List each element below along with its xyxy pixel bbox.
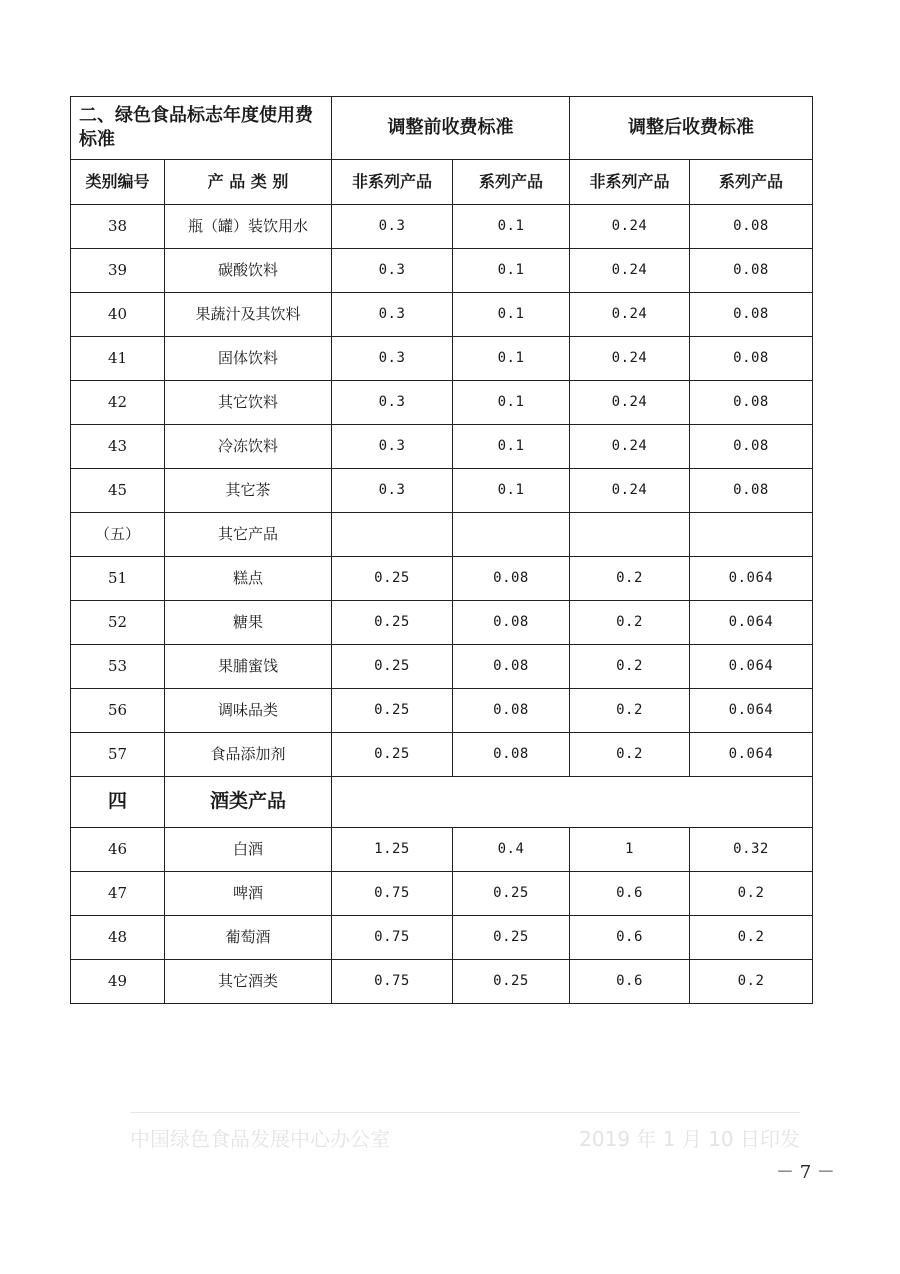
row-before-non-series: 0.3 bbox=[332, 425, 453, 469]
row-category: 其它茶 bbox=[165, 469, 332, 513]
row-after-non-series: 0.24 bbox=[570, 249, 690, 293]
row-after-series: 0.08 bbox=[690, 205, 813, 249]
section-four-row bbox=[71, 777, 813, 828]
row-code: 49 bbox=[71, 960, 165, 1004]
row-category: 其它产品 bbox=[165, 513, 332, 557]
row-before-non-series: 0.25 bbox=[332, 557, 453, 601]
row-code: 57 bbox=[71, 733, 165, 777]
row-before-series: 0.1 bbox=[453, 469, 570, 513]
row-before-series: 0.25 bbox=[453, 872, 570, 916]
table-row bbox=[71, 828, 813, 872]
row-before-non-series: 0.75 bbox=[332, 960, 453, 1004]
row-before-non-series bbox=[332, 513, 453, 557]
row-code: 40 bbox=[71, 293, 165, 337]
row-category: 糖果 bbox=[165, 601, 332, 645]
table-row bbox=[71, 205, 813, 249]
row-before-series: 0.08 bbox=[453, 733, 570, 777]
section-four-name: 酒类产品 bbox=[165, 777, 332, 828]
table-row bbox=[71, 557, 813, 601]
row-after-series bbox=[690, 513, 813, 557]
table-row bbox=[71, 689, 813, 733]
row-before-series: 0.08 bbox=[453, 601, 570, 645]
row-category: 固体饮料 bbox=[165, 337, 332, 381]
row-before-series: 0.1 bbox=[453, 425, 570, 469]
table-row bbox=[71, 960, 813, 1004]
code-column-header: 类别编号 bbox=[71, 160, 165, 205]
row-before-non-series: 0.25 bbox=[332, 689, 453, 733]
row-code: 56 bbox=[71, 689, 165, 733]
row-before-non-series: 0.75 bbox=[332, 916, 453, 960]
row-before-non-series: 0.3 bbox=[332, 381, 453, 425]
row-after-series: 0.064 bbox=[690, 733, 813, 777]
row-before-series bbox=[453, 513, 570, 557]
row-category: 食品添加剂 bbox=[165, 733, 332, 777]
category-column-header: 产 品 类 别 bbox=[165, 160, 332, 205]
row-after-series: 0.064 bbox=[690, 689, 813, 733]
table-row bbox=[71, 425, 813, 469]
row-before-non-series: 0.25 bbox=[332, 645, 453, 689]
before-adjustment-header: 调整前收费标准 bbox=[332, 97, 570, 160]
fee-standard-table bbox=[70, 96, 813, 1004]
row-before-non-series: 0.3 bbox=[332, 469, 453, 513]
table-row bbox=[71, 381, 813, 425]
row-category: 其它饮料 bbox=[165, 381, 332, 425]
row-after-non-series: 0.2 bbox=[570, 557, 690, 601]
row-after-non-series: 0.2 bbox=[570, 733, 690, 777]
row-category: 啤酒 bbox=[165, 872, 332, 916]
section-four-code: 四 bbox=[71, 777, 165, 828]
row-after-series: 0.32 bbox=[690, 828, 813, 872]
row-before-non-series: 0.25 bbox=[332, 601, 453, 645]
row-code: （五） bbox=[71, 513, 165, 557]
row-after-series: 0.2 bbox=[690, 916, 813, 960]
table-row bbox=[71, 293, 813, 337]
row-category: 果蔬汁及其饮料 bbox=[165, 293, 332, 337]
footer-issuer: 中国绿色食品发展中心办公室 bbox=[130, 1127, 390, 1151]
row-before-series: 0.1 bbox=[453, 293, 570, 337]
row-after-series: 0.064 bbox=[690, 601, 813, 645]
after-adjustment-header: 调整后收费标准 bbox=[570, 97, 813, 160]
row-after-series: 0.2 bbox=[690, 872, 813, 916]
row-before-series: 0.08 bbox=[453, 689, 570, 733]
table-row bbox=[71, 601, 813, 645]
table-row bbox=[71, 337, 813, 381]
table-row bbox=[71, 249, 813, 293]
row-after-series: 0.08 bbox=[690, 469, 813, 513]
row-before-series: 0.1 bbox=[453, 249, 570, 293]
table-title: 二、绿色食品标志年度使用费标准 bbox=[71, 97, 332, 160]
row-before-series: 0.4 bbox=[453, 828, 570, 872]
row-before-non-series: 1.25 bbox=[332, 828, 453, 872]
row-after-non-series: 0.2 bbox=[570, 689, 690, 733]
row-after-non-series bbox=[570, 513, 690, 557]
row-after-non-series: 0.2 bbox=[570, 601, 690, 645]
row-after-non-series: 0.6 bbox=[570, 960, 690, 1004]
row-category: 冷冻饮料 bbox=[165, 425, 332, 469]
row-code: 43 bbox=[71, 425, 165, 469]
row-category: 其它酒类 bbox=[165, 960, 332, 1004]
row-before-non-series: 0.3 bbox=[332, 205, 453, 249]
row-before-series: 0.25 bbox=[453, 916, 570, 960]
row-code: 53 bbox=[71, 645, 165, 689]
row-code: 45 bbox=[71, 469, 165, 513]
footer-date: 2019 年 1 月 10 日印发 bbox=[579, 1127, 800, 1151]
row-after-non-series: 0.2 bbox=[570, 645, 690, 689]
row-before-non-series: 0.75 bbox=[332, 872, 453, 916]
row-after-series: 0.08 bbox=[690, 249, 813, 293]
section-four-blank bbox=[332, 777, 813, 828]
row-before-non-series: 0.25 bbox=[332, 733, 453, 777]
row-before-series: 0.25 bbox=[453, 960, 570, 1004]
row-after-non-series: 0.24 bbox=[570, 469, 690, 513]
row-after-non-series: 0.6 bbox=[570, 916, 690, 960]
row-code: 41 bbox=[71, 337, 165, 381]
row-after-non-series: 0.24 bbox=[570, 381, 690, 425]
row-code: 52 bbox=[71, 601, 165, 645]
row-after-series: 0.064 bbox=[690, 557, 813, 601]
row-code: 42 bbox=[71, 381, 165, 425]
row-after-non-series: 0.24 bbox=[570, 425, 690, 469]
row-after-non-series: 0.6 bbox=[570, 872, 690, 916]
row-before-non-series: 0.3 bbox=[332, 337, 453, 381]
faded-issuer-footer bbox=[130, 1112, 800, 1152]
row-after-series: 0.064 bbox=[690, 645, 813, 689]
row-after-non-series: 0.24 bbox=[570, 293, 690, 337]
table-header-row bbox=[71, 97, 813, 160]
table-subheader-row bbox=[71, 160, 813, 205]
row-after-series: 0.08 bbox=[690, 293, 813, 337]
table-row bbox=[71, 872, 813, 916]
row-before-series: 0.1 bbox=[453, 381, 570, 425]
row-code: 46 bbox=[71, 828, 165, 872]
row-category: 调味品类 bbox=[165, 689, 332, 733]
row-after-non-series: 0.24 bbox=[570, 205, 690, 249]
row-before-series: 0.1 bbox=[453, 205, 570, 249]
table-row bbox=[71, 469, 813, 513]
table-row bbox=[71, 916, 813, 960]
row-before-non-series: 0.3 bbox=[332, 249, 453, 293]
row-before-series: 0.08 bbox=[453, 645, 570, 689]
page-number: － 7 － bbox=[776, 1162, 835, 1183]
row-before-series: 0.08 bbox=[453, 557, 570, 601]
row-after-non-series: 0.24 bbox=[570, 337, 690, 381]
row-category: 葡萄酒 bbox=[165, 916, 332, 960]
after-non-series-header: 非系列产品 bbox=[570, 160, 690, 205]
row-after-series: 0.08 bbox=[690, 381, 813, 425]
row-category: 白酒 bbox=[165, 828, 332, 872]
table-row bbox=[71, 733, 813, 777]
row-category: 糕点 bbox=[165, 557, 332, 601]
row-category: 瓶（罐）装饮用水 bbox=[165, 205, 332, 249]
table-row bbox=[71, 645, 813, 689]
after-series-header: 系列产品 bbox=[690, 160, 813, 205]
row-code: 48 bbox=[71, 916, 165, 960]
before-series-header: 系列产品 bbox=[453, 160, 570, 205]
row-code: 47 bbox=[71, 872, 165, 916]
before-non-series-header: 非系列产品 bbox=[332, 160, 453, 205]
row-after-series: 0.08 bbox=[690, 425, 813, 469]
row-before-series: 0.1 bbox=[453, 337, 570, 381]
row-category: 果脯蜜饯 bbox=[165, 645, 332, 689]
row-code: 51 bbox=[71, 557, 165, 601]
row-after-series: 0.2 bbox=[690, 960, 813, 1004]
row-after-series: 0.08 bbox=[690, 337, 813, 381]
row-category: 碳酸饮料 bbox=[165, 249, 332, 293]
row-before-non-series: 0.3 bbox=[332, 293, 453, 337]
row-code: 38 bbox=[71, 205, 165, 249]
row-after-non-series: 1 bbox=[570, 828, 690, 872]
row-code: 39 bbox=[71, 249, 165, 293]
table-row bbox=[71, 513, 813, 557]
